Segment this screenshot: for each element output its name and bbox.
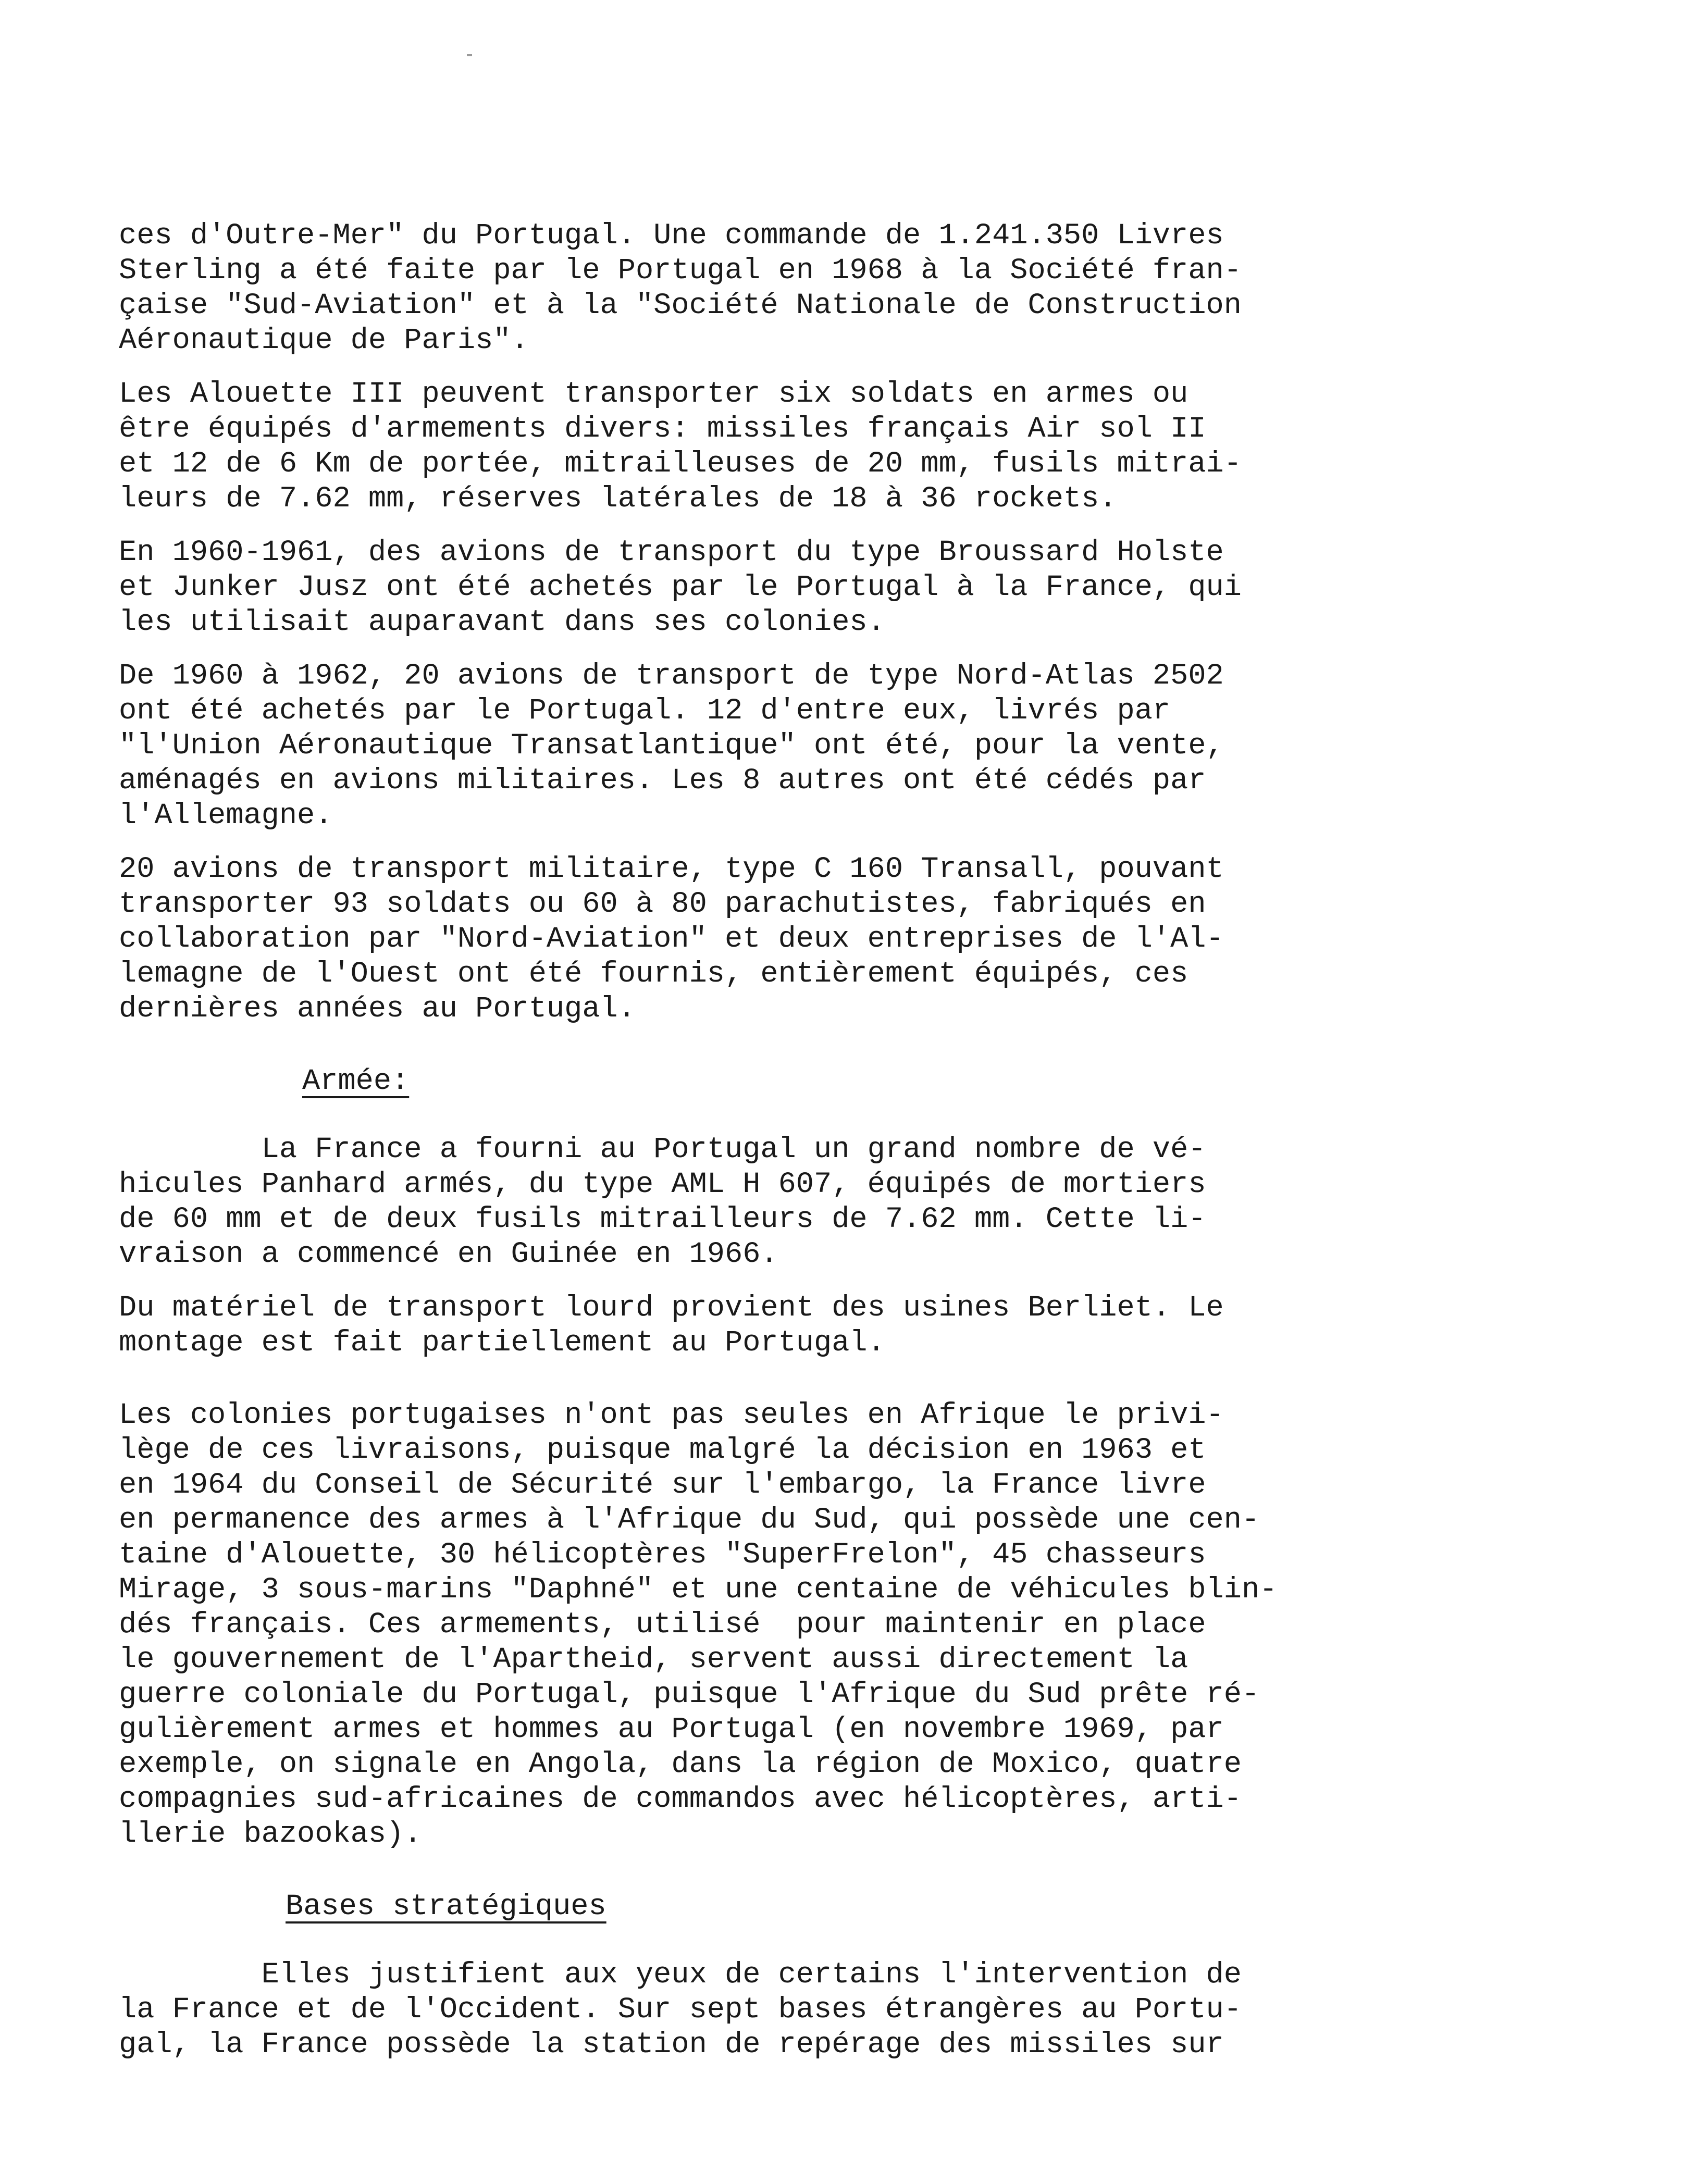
text-line: hicules Panhard armés, du type AML H 607, équipés de mortiers [119,1168,1206,1201]
text-line: et 12 de 6 Km de portée, mitrailleuses de 20 mm, fusils mitrai- [119,448,1242,481]
text-line: les utilisait auparavant dans ses colonies. [119,606,885,639]
paragraph-7 [119,1291,1484,1361]
paragraph-3 [119,536,1484,640]
text-line: De 1960 à 1962, 20 avions de transport de type Nord-Atlas 2502 [119,660,1224,693]
text-line: 20 avions de transport militaire, type C 160 Transall, pouvant [119,853,1224,886]
text-line: en 1964 du Conseil de Sécurité sur l'embargo, la France livre [119,1469,1206,1502]
heading-text: Bases stratégiques [286,1890,606,1924]
section-heading-bases [119,1890,1484,1925]
text-line: Les colonies portugaises n'ont pas seules en Afrique le privi- [119,1399,1224,1432]
text-line: "l'Union Aéronautique Transatlantique" ont été, pour la vente, [119,729,1224,763]
text-line: dernières années au Portugal. [119,992,636,1026]
text-line: exemple, on signale en Angola, dans la région de Moxico, quatre [119,1748,1242,1781]
text-line: collaboration par "Nord-Aviation" et deux entreprises de l'Al- [119,923,1224,956]
text-line: aménagés en avions militaires. Les 8 autres ont été cédés par [119,764,1206,798]
text-line: gal, la France possède la station de repérage des missiles sur [119,2028,1224,2062]
paragraph-8 [119,1398,1484,1852]
text-line: leurs de 7.62 mm, réserves latérales de 18 à 36 rockets. [119,482,1117,516]
paragraph-4 [119,659,1484,834]
text-line: ont été achetés par le Portugal. 12 d'entre eux, livrés par [119,694,1171,728]
paragraph-5 [119,852,1484,1027]
text-line: la France et de l'Occident. Sur sept bases étrangères au Portu- [119,1993,1242,2027]
text-line: guerre coloniale du Portugal, puisque l'Afrique du Sud prête ré- [119,1678,1260,1711]
text-line: vraison a commencé en Guinée en 1966. [119,1238,778,1271]
text-line: transporter 93 soldats ou 60 à 80 parachutistes, fabriqués en [119,888,1206,921]
text-line: montage est fait partiellement au Portugal. [119,1326,885,1360]
text-line: de 60 mm et de deux fusils mitrailleurs de 7.62 mm. Cette li- [119,1203,1206,1236]
text-line: En 1960-1961, des avions de transport du type Broussard Holste [119,536,1224,569]
text-line: compagnies sud-africaines de commandos avec hélicoptères, arti- [119,1783,1242,1816]
text-line: Les Alouette III peuvent transporter six soldats en armes ou [119,378,1188,411]
text-line: lemagne de l'Ouest ont été fournis, entièrement équipés, ces [119,958,1188,991]
paragraph-1 [119,219,1484,358]
text-line: et Junker Jusz ont été achetés par le Portugal à la France, qui [119,571,1242,604]
text-line: çaise "Sud-Aviation" et à la "Société Nationale de Construction [119,289,1242,322]
text-line: dés français. Ces armements, utilisé pour maintenir en place [119,1608,1206,1642]
text-line: Mirage, 3 sous-marins "Daphné" et une centaine de véhicules blin- [119,1573,1278,1607]
text-line: le gouvernement de l'Apartheid, servent aussi directement la [119,1643,1188,1677]
text-line: gulièrement armes et hommes au Portugal (en novembre 1969, par [119,1713,1224,1746]
text-line: en permanence des armes à l'Afrique du Sud, qui possède une cen- [119,1504,1260,1537]
paragraph-2 [119,377,1484,517]
text-line: Elles justifient aux yeux de certains l'intervention de [119,1958,1242,1992]
paragraph-9 [119,1958,1484,2063]
text-line: Sterling a été faite par le Portugal en 1968 à la Société fran- [119,254,1242,288]
section-heading-armee [119,1064,1484,1099]
heading-text: Armée: [302,1065,410,1098]
text-line: ces d'Outre-Mer" du Portugal. Une commande de 1.241.350 Livres [119,219,1224,253]
ink-speck [467,54,472,56]
text-line: l'Allemagne. [119,799,333,833]
page-text [119,219,1484,2063]
text-line: Aéronautique de Paris". [119,324,529,357]
paragraph-6 [119,1133,1484,1272]
text-line: La France a fourni au Portugal un grand nombre de vé- [119,1133,1206,1167]
text-line: Du matériel de transport lourd provient des usines Berliet. Le [119,1292,1224,1325]
text-line: lège de ces livraisons, puisque malgré la décision en 1963 et [119,1434,1206,1467]
text-line: être équipés d'armements divers: missiles français Air sol II [119,413,1206,446]
text-line: taine d'Alouette, 30 hélicoptères "SuperFrelon", 45 chasseurs [119,1538,1206,1572]
text-line: llerie bazookas). [119,1818,422,1851]
